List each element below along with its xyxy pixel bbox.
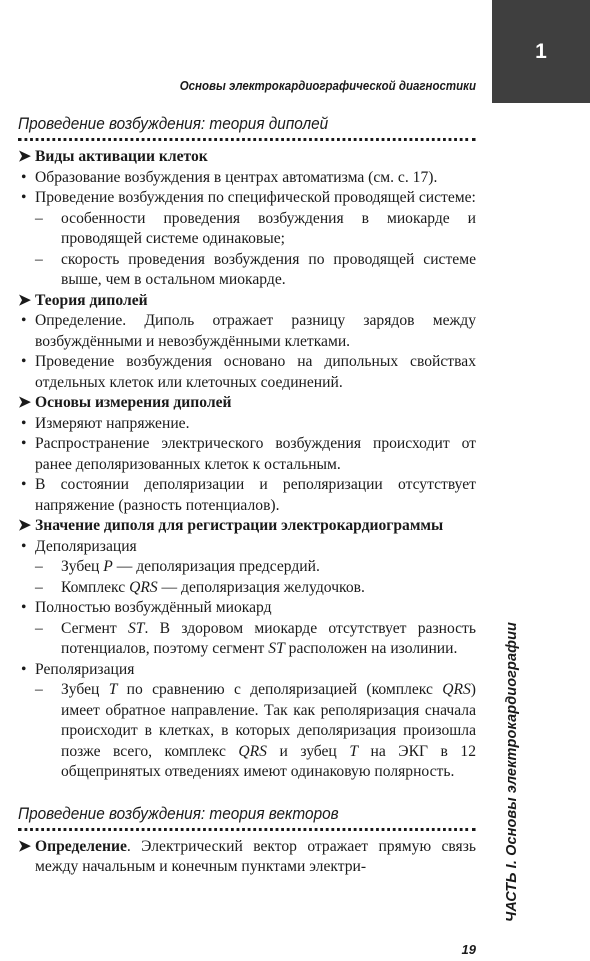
bullet-item: • Проведение возбуждения основано на дипольных свойствах отдельных клеток или клеточных соединений. [18, 352, 476, 393]
bullet-item: • Деполяризация [18, 537, 476, 558]
subheading-dipole-theory: ➤ Теория диполей [18, 291, 476, 312]
subheading-dipole-ecg: ➤ Значение диполя для регистрации электрокардиограммы [18, 516, 476, 537]
arrow-icon: ➤ [18, 517, 32, 534]
bullet-item: • Распространение электрического возбуждения происходит от ранее деполяризованных клеток к остальным. [18, 434, 476, 475]
dash-item: – скорость проведения возбуждения по проводящей системе выше, чем в остальном миокарде. [18, 250, 476, 291]
bullet-item: • Измеряют напряжение. [18, 414, 476, 435]
chapter-number: 1 [535, 39, 547, 63]
arrow-icon: ➤ [18, 837, 32, 855]
dash-item: – Комплекс QRS — деполяризация желудочков. [18, 578, 476, 599]
bullet-item: • Полностью возбуждённый миокард [18, 598, 476, 619]
chapter-tab [492, 0, 590, 103]
bullet-item: • Реполяризация [18, 660, 476, 681]
subheading-dipole-measurement: ➤ Основы измерения диполей [18, 393, 476, 414]
bullet-item: • Образование возбуждения в центрах автоматизма (см. с. 17). [18, 168, 476, 189]
section-heading-dipole-theory: Проведение возбуждения: теория диполей [18, 113, 476, 141]
side-part-label: ЧАСТЬ I. Основы электрокардиографии [504, 622, 520, 922]
page-number: 19 [461, 942, 476, 957]
section-heading-vector-theory: Проведение возбуждения: теория векторов [18, 803, 476, 831]
vector-definition-paragraph: ➤ Определение. Электрический вектор отражает прямую связь между начальным и конечным пунктами электри- [18, 837, 476, 875]
running-header: Основы электрокардиографической диагностики [179, 79, 476, 93]
dash-item: – Сегмент ST. В здоровом миокарде отсутствует разность потенциалов, поэтому сегмент ST расположен на изолинии. [18, 619, 476, 660]
dash-item: – Зубец T по сравнению с деполяризацией (комплекс QRS) имеет обратное направление. Так как реполяризация сначала происходит в клетках, в которых деполяризация произошла позже всего, комплекс QRS и зубец T на ЭКГ в 12 общепринятых отведениях имеют одинаковую полярность. [18, 680, 476, 783]
arrow-icon: ➤ [18, 291, 32, 309]
bullet-item: • Определение. Диполь отражает разницу зарядов между возбуждёнными и невозбуждёнными клетками. [18, 311, 476, 352]
bullet-item: • Проведение возбуждения по специфической проводящей системе: [18, 188, 476, 209]
dash-item: – особенности проведения возбуждения в миокарде и проводящей системе одинаковые; [18, 209, 476, 250]
arrow-icon: ➤ [18, 394, 32, 411]
dash-item: – Зубец P — деполяризация предсердий. [18, 557, 476, 578]
arrow-icon: ➤ [18, 148, 32, 165]
page-content [18, 113, 476, 878]
subheading-activation-types: ➤ Виды активации клеток [18, 147, 476, 168]
bullet-item: • В состоянии деполяризации и реполяризации отсутствует напряжение (разность потенциалов). [18, 475, 476, 516]
